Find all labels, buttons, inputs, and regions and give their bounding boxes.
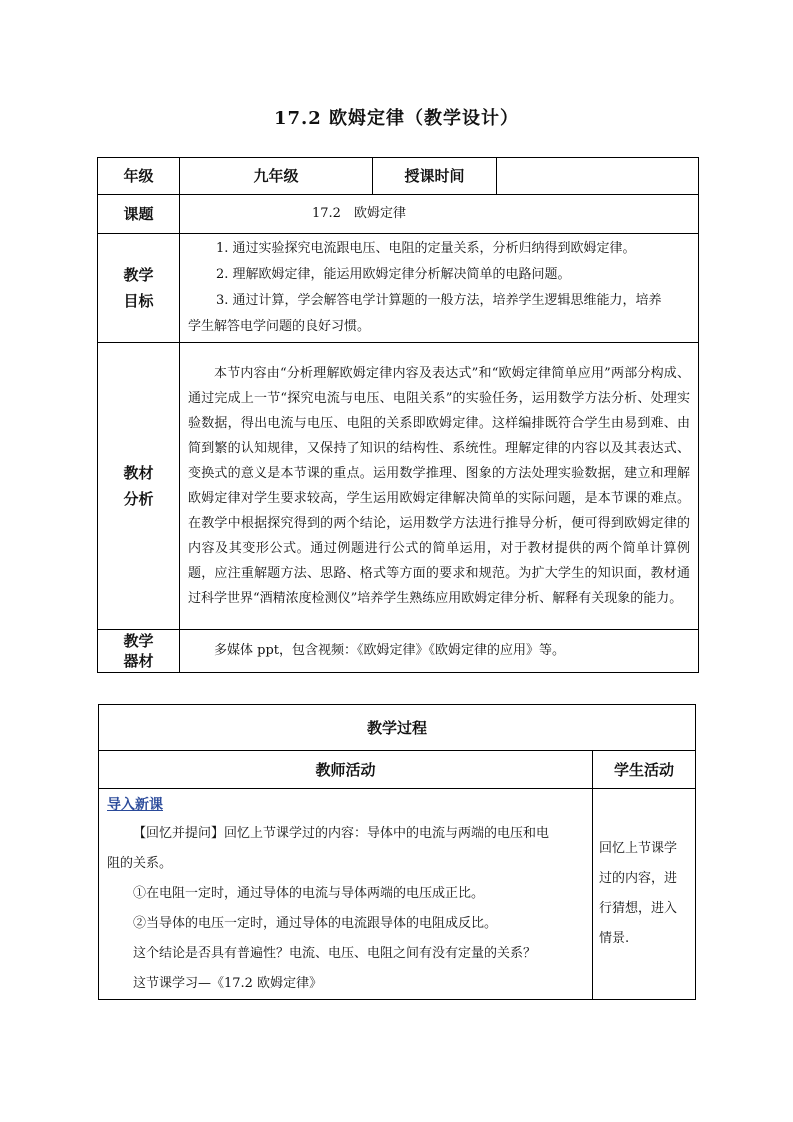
time-value — [497, 158, 699, 195]
grade-row — [98, 158, 699, 195]
objective-item: 学生解答电学问题的良好习惯。 — [188, 319, 371, 334]
grade-label: 年级 — [98, 158, 180, 195]
document-title: 17.2 欧姆定律（教学设计） — [273, 108, 520, 129]
teaching-process-table — [98, 704, 696, 1000]
section-title-intro: 导入新课 — [107, 797, 163, 813]
analysis-label-line2: 分析 — [123, 490, 154, 508]
process-title-row — [99, 705, 696, 751]
equipment-label — [98, 630, 180, 673]
equipment-label-line2: 器材 — [123, 652, 154, 670]
objective-item: 2. 理解欧姆定律，能运用欧姆定律分析解决简单的电路问题。 — [216, 267, 571, 282]
equipment-label-line1: 教学 — [123, 632, 154, 650]
objectives-row — [98, 234, 699, 343]
objective-item: 3. 通过计算，学会解答电学计算题的一般方法，培养学生逻辑思维能力，培养 — [216, 293, 662, 308]
time-label: 授课时间 — [373, 158, 497, 195]
objectives-content — [180, 234, 699, 343]
student-activity-header: 学生活动 — [593, 751, 696, 789]
objectives-label-line1: 教学 — [123, 266, 154, 284]
teacher-line: ②当导体的电压一定时，通过导体的电流跟导体的电阻成反比。 — [133, 916, 498, 931]
teacher-line: 阻的关系。 — [107, 856, 173, 871]
teacher-line: 这个结论是否具有普遍性？电流、电压、电阻之间有没有定量的关系？ — [133, 946, 537, 961]
analysis-content — [180, 343, 699, 630]
analysis-text: 本节内容由“分析理解欧姆定律内容及表达式”和“欧姆定律简单应用”两部分构成、通过完成上一节“探究电流与电压、电阻关系”的实验任务，运用数学方法分析、处理实验数据，得出电流与电压、电阻的关系即欧姆定律。这样编排既符合学生由易到难、由简到繁的认知规律，又保持了知识的结构性、系统性。理解定律的内容以及其表达式、变换式的意义是本节课的重点。运用数学推理、图象的方法处理实验数据，建立和理解欧姆定律对学生要求较高，学生运用欧姆定律解决简单的实际问题，是本节课的难点。在教学中根据探究得到的两个结论，运用数学方法进行推导分析，便可得到欧姆定律的内容及其变形公式。通过例题进行公式的简单运用，对于教材提供的两个简单计算例题，应注重解题方法、思路、格式等方面的要求和规范。为扩大学生的知识面，教材通过科学世界“酒精浓度检测仪”培养学生熟练应用欧姆定律分析、解释有关现象的能力。 — [188, 366, 690, 606]
teacher-line: 这节课学习—《17.2 欧姆定律》 — [133, 976, 323, 991]
intro-row — [99, 789, 696, 1000]
analysis-label — [98, 343, 180, 630]
objective-item: 1. 通过实验探究电流跟电压、电阻的定量关系，分析归纳得到欧姆定律。 — [216, 241, 636, 256]
student-activity-cell: 回忆上节课学过的内容，进行猜想，进入情景. — [593, 789, 696, 1000]
teacher-activity-header: 教师活动 — [99, 751, 593, 789]
equipment-content: 多媒体 ppt，包含视频：《欧姆定律》《欧姆定律的应用》等。 — [180, 630, 699, 673]
grade-value: 九年级 — [180, 158, 373, 195]
objectives-label — [98, 234, 180, 343]
teacher-line: 【回忆并提问】回忆上节课学过的内容：导体中的电流与两端的电压和电 — [133, 826, 550, 841]
objectives-label-line2: 目标 — [123, 292, 154, 310]
analysis-label-line1: 教材 — [123, 464, 154, 482]
process-title: 教学过程 — [99, 705, 696, 751]
lesson-info-table — [97, 157, 699, 673]
equipment-row — [98, 630, 699, 673]
teacher-line: ①在电阻一定时，通过导体的电流与导体两端的电压成正比。 — [133, 886, 485, 901]
analysis-row — [98, 343, 699, 630]
topic-row — [98, 195, 699, 234]
topic-value: 17.2 欧姆定律 — [180, 195, 699, 234]
process-header-row — [99, 751, 696, 789]
teacher-activity-cell — [99, 789, 593, 1000]
topic-label: 课题 — [98, 195, 180, 234]
